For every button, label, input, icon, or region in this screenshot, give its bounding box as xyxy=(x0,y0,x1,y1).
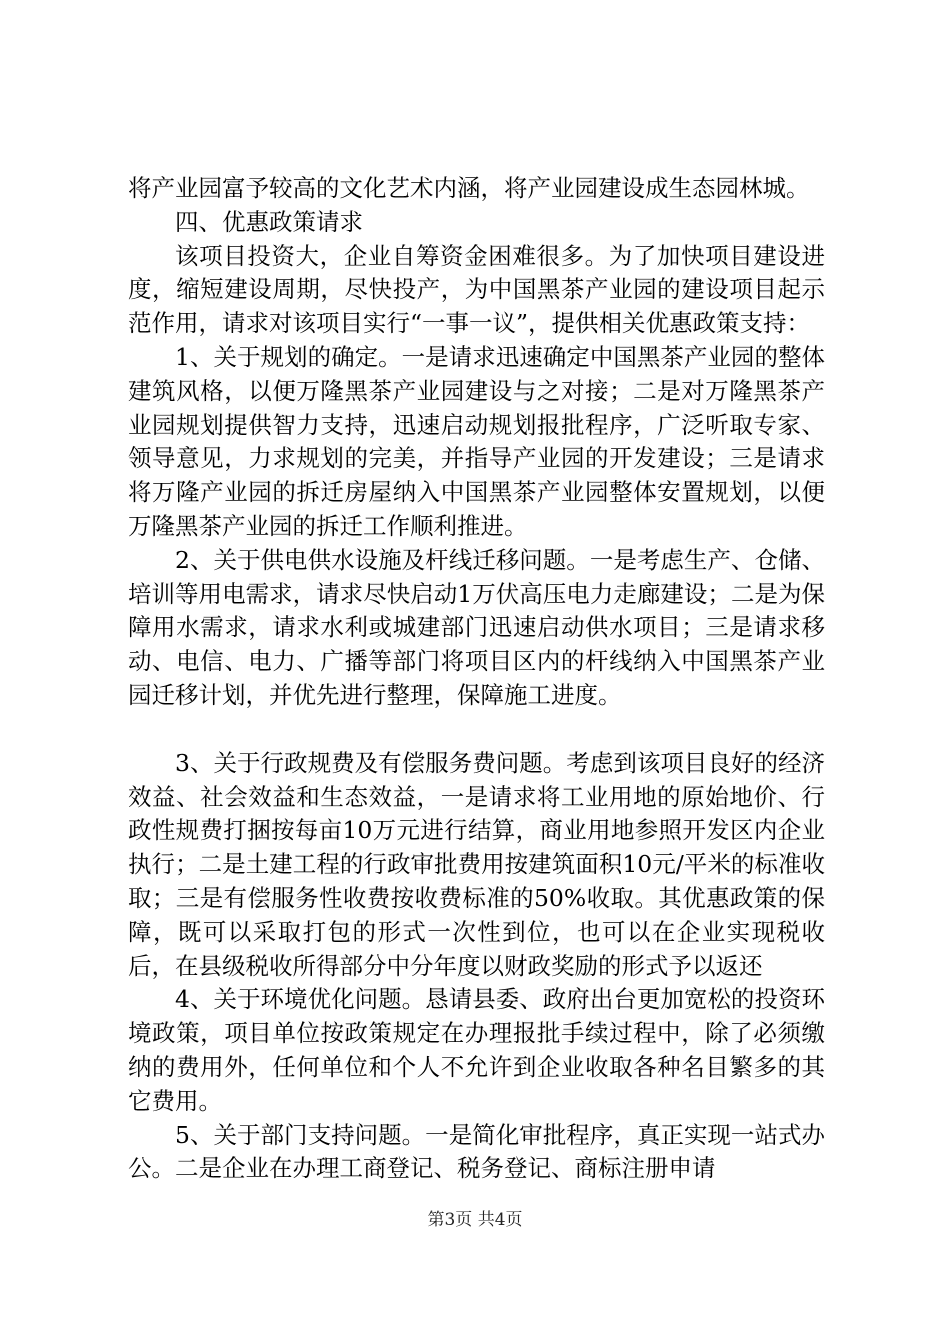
paragraph-intro: 该项目投资大，企业自筹资金困难很多。为了加快项目建设进度，缩短建设周期，尽快投产，为中国黑茶产业园的建设项目起示范作用，请求对该项目实行“一事一议”，提供相关优惠政策支持： xyxy=(128,241,825,338)
page-footer: 第3页 共4页 xyxy=(427,1210,523,1230)
document-body xyxy=(128,172,825,1186)
paragraph-item-1: 1、关于规划的确定。一是请求迅速确定中国黑茶产业园的整体建筑风格，以便万隆黑茶产业园建设与之对接；二是对万隆黑茶产业园规划提供智力支持，迅速启动规划报批程序，广泛听取专家、领导意见，力求规划的完美，并指导产业园的开发建设；三是请求将万隆产业园的拆迁房屋纳入中国黑茶产业园整体安置规划，以便万隆黑茶产业园的拆迁工作顺利推进。 xyxy=(128,342,825,540)
section-heading: 四、优惠政策请求 xyxy=(175,207,363,236)
paragraph-continuation: 将产业园富予较高的文化艺术内涵，将产业园建设成生态园林城。 xyxy=(128,174,810,202)
paragraph-gap xyxy=(128,713,825,747)
paragraph-item-3: 3、关于行政规费及有偿服务费问题。考虑到该项目良好的经济效益、社会效益和生态效益，一是请求将工业用地的原始地价、行政性规费打捆按每亩10万元进行结算，商业用地参照开发区内企业执行；二是土建工程的行政审批费用按建筑面积10元/平米的标准收取；三是有偿服务性收费按收费标准的50%收取。其优惠政策的保障，既可以采取打包的形式一次性到位，也可以在企业实现税收后，在县级税收所得部分中分年度以财政奖励的形式予以返还 xyxy=(128,748,825,980)
paragraph-item-4: 4、关于环境优化问题。恳请县委、政府出台更加宽松的投资环境政策，项目单位按政策规定在办理报批手续过程中，除了必须缴纳的费用外，任何单位和个人不允许到企业收取各种名目繁多的其它费用。 xyxy=(128,985,825,1115)
paragraph-item-5: 5、关于部门支持问题。一是简化审批程序，真正实现一站式办公。二是企业在办理工商登记、税务登记、商标注册申请 xyxy=(128,1120,825,1183)
paragraph-item-2: 2、关于供电供水设施及杆线迁移问题。一是考虑生产、仓储、培训等用电需求，请求尽快启动1万伏高压电力走廊建设；二是为保障用水需求，请求水利或城建部门迅速启动供水项目；三是请求移动、电信、电力、广播等部门将项目区内的杆线纳入中国黑茶产业园迁移计划，并优先进行整理，保障施工进度。 xyxy=(128,545,825,709)
